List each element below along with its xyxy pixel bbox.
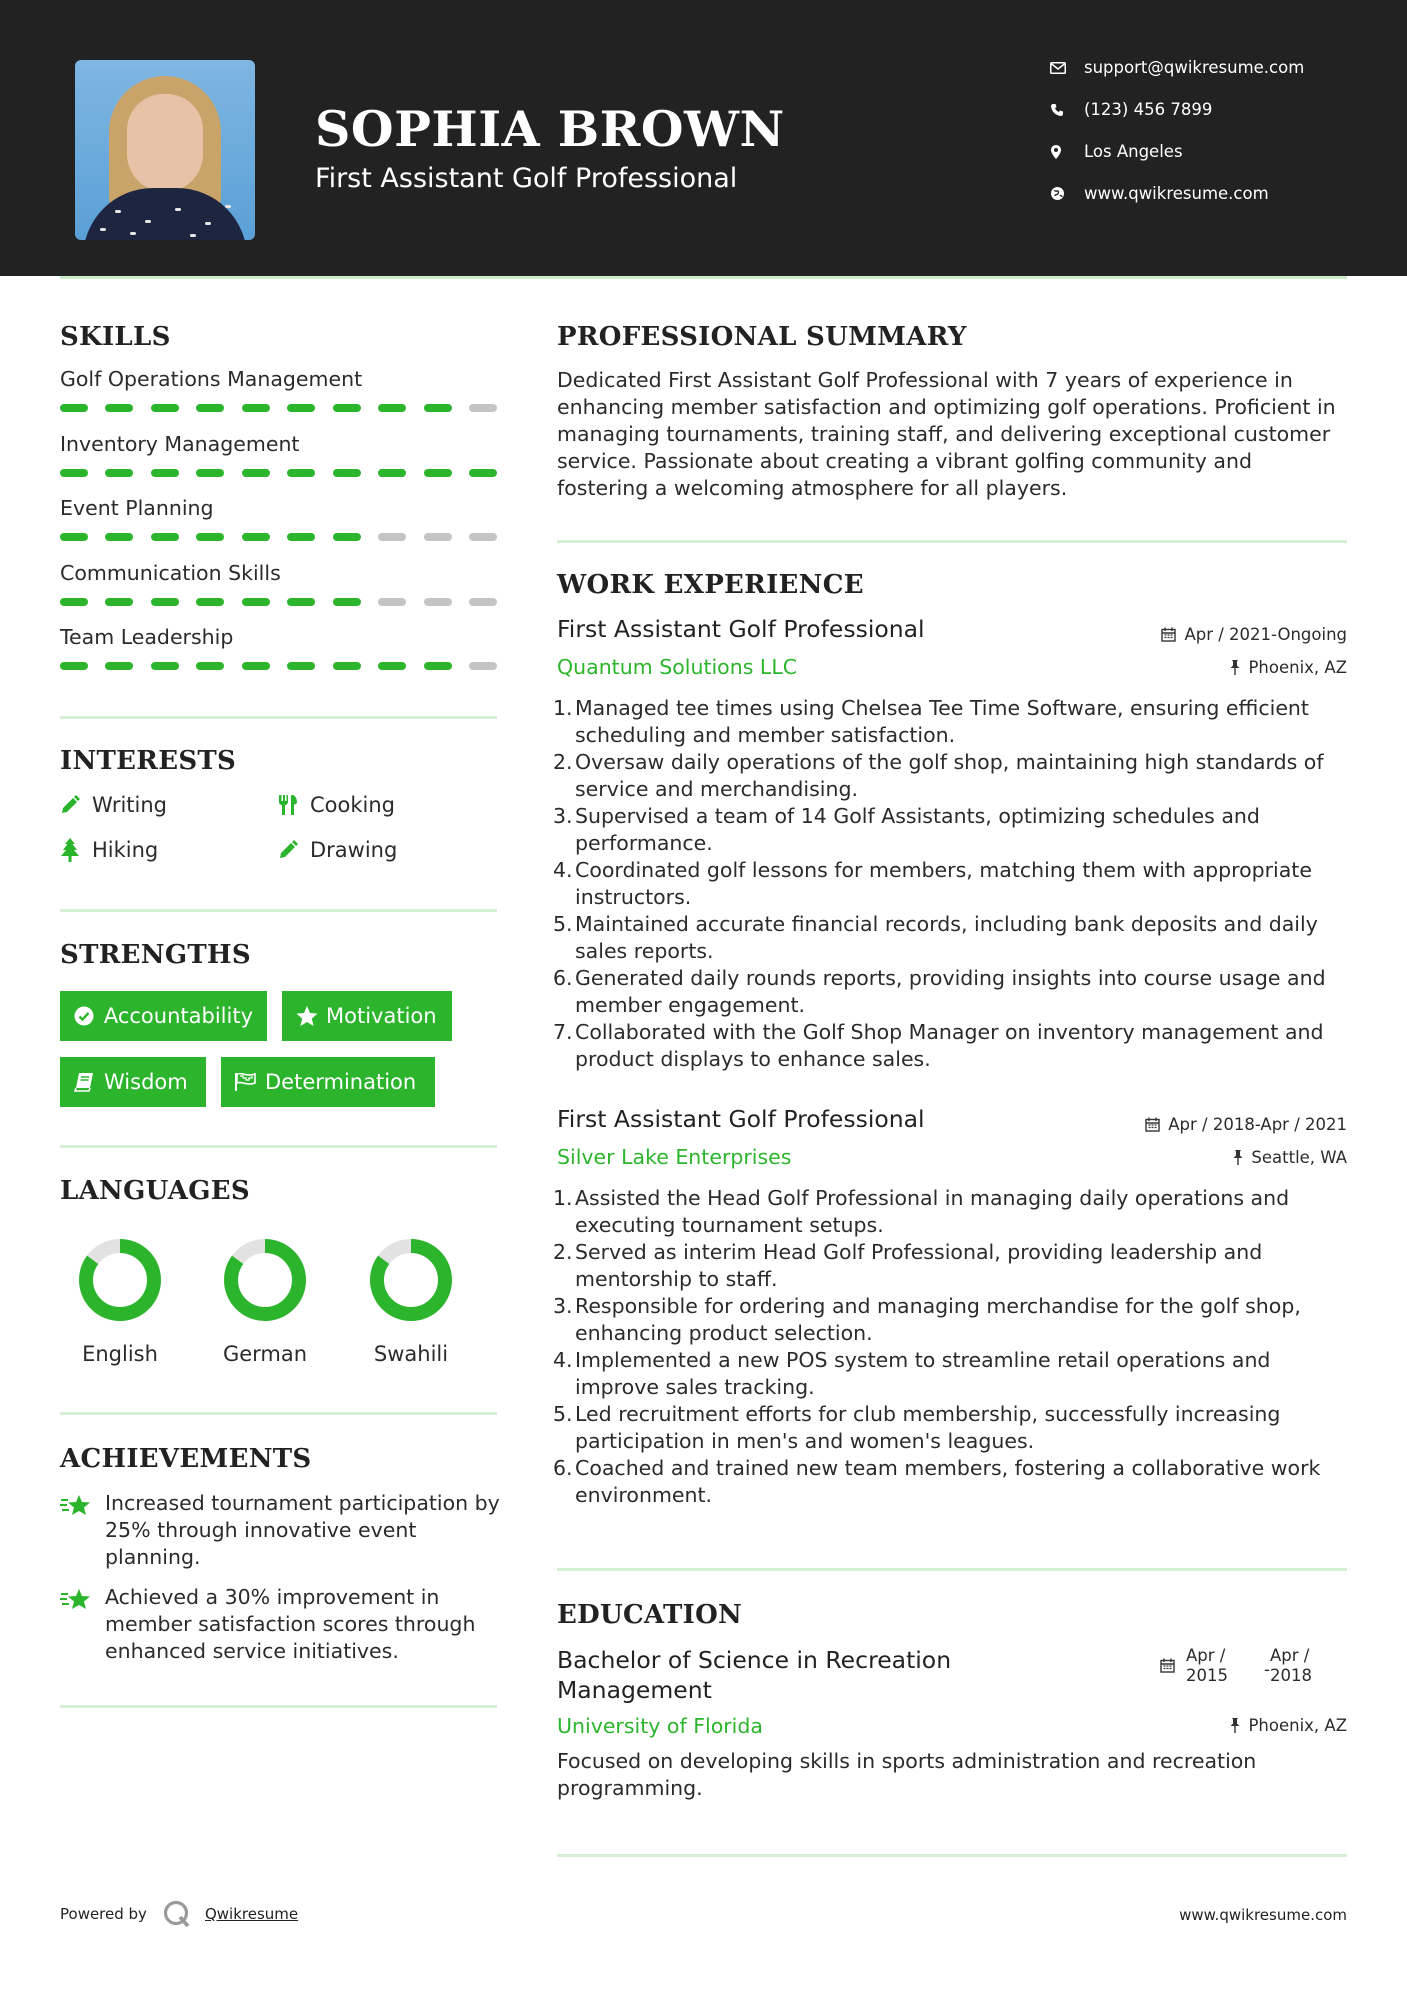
skill-rating-bar bbox=[60, 533, 497, 541]
strength-label: Accountability bbox=[103, 1004, 253, 1028]
skill-label: Inventory Management bbox=[60, 431, 300, 456]
skill-segment-filled bbox=[378, 662, 406, 670]
contact-email[interactable] bbox=[1050, 58, 1350, 77]
calendar-icon bbox=[1161, 627, 1176, 642]
contact-website-text: www.qwikresume.com bbox=[1084, 184, 1269, 203]
skill-segment-filled bbox=[105, 598, 133, 606]
contact-website[interactable] bbox=[1050, 184, 1350, 203]
skill-segment-filled bbox=[105, 533, 133, 541]
footer-website[interactable]: www.qwikresume.com bbox=[1179, 1906, 1347, 1924]
skill-segment-empty bbox=[378, 598, 406, 606]
skill-segment-filled bbox=[196, 533, 224, 541]
job-location-text: Seattle, WA bbox=[1251, 1148, 1347, 1167]
strength-label: Determination bbox=[265, 1070, 417, 1094]
skill-segment-filled bbox=[424, 469, 452, 477]
section-divider bbox=[557, 1854, 1347, 1857]
duties-list bbox=[553, 695, 1347, 1073]
skill-segment-filled bbox=[151, 598, 179, 606]
duty-item: 3. Responsible for ordering and managing merchandise for the golf shop, enhancing product selection. bbox=[553, 1294, 1301, 1345]
skill-segment-empty bbox=[469, 533, 497, 541]
job-title: First Assistant Golf Professional bbox=[557, 1105, 925, 1133]
job-dates bbox=[1161, 625, 1347, 644]
duty-item: 2. Served as interim Head Golf Professional, providing leadership and mentorship to staff. bbox=[553, 1240, 1263, 1291]
duty-item: 5. Maintained accurate financial records, including bank deposits and daily sales reports. bbox=[553, 912, 1318, 963]
award-star-icon bbox=[60, 1490, 105, 1571]
school-name: University of Florida bbox=[557, 1714, 763, 1738]
skill-segment-filled bbox=[469, 469, 497, 477]
skill-segment-filled bbox=[333, 404, 361, 412]
skill-label: Team Leadership bbox=[60, 625, 234, 649]
skill-segment-filled bbox=[242, 404, 270, 412]
interest-label: Hiking bbox=[92, 838, 159, 862]
skill-segment-filled bbox=[151, 533, 179, 541]
skill-label: Communication Skills bbox=[60, 560, 281, 585]
strength-chip-determination bbox=[221, 1057, 435, 1107]
section-divider bbox=[60, 1145, 497, 1148]
skill-segment-filled bbox=[105, 662, 133, 670]
duty-item: 4. Coordinated golf lessons for members, matching them with appropriate instructors. bbox=[553, 858, 1312, 909]
skill-label: Golf Operations Management bbox=[60, 367, 363, 391]
star-icon bbox=[296, 1006, 326, 1027]
strength-chip-wisdom bbox=[60, 1057, 206, 1107]
skill-segment-filled bbox=[424, 404, 452, 412]
achievement-text: Increased tournament participation by 25% through innovative event planning. bbox=[105, 1491, 500, 1569]
edu-end-year: 2018 bbox=[1270, 1666, 1312, 1685]
job-location bbox=[1233, 1148, 1347, 1167]
section-divider bbox=[557, 1568, 1347, 1571]
skills-heading: SKILLS bbox=[60, 322, 171, 352]
skill-segment-filled bbox=[60, 662, 88, 670]
skill-segment-filled bbox=[242, 533, 270, 541]
contact-phone-text: (123) 456 7899 bbox=[1084, 100, 1213, 119]
duty-item: 6. Coached and trained new team members, fostering a collaborative work environment. bbox=[553, 1456, 1321, 1507]
section-divider bbox=[60, 1705, 497, 1708]
skill-segment-filled bbox=[60, 533, 88, 541]
pushpin-icon bbox=[1233, 1150, 1243, 1165]
duty-item: 7. Collaborated with the Golf Shop Manager on inventory management and product displays to enhance sales. bbox=[553, 1020, 1324, 1071]
phone-icon bbox=[1050, 103, 1084, 117]
interest-label: Cooking bbox=[310, 793, 395, 817]
skill-segment-filled bbox=[242, 469, 270, 477]
header-divider bbox=[60, 276, 1347, 279]
utensils-icon bbox=[278, 794, 310, 816]
book-icon bbox=[74, 1072, 104, 1092]
tree-icon bbox=[60, 838, 92, 862]
strength-label: Wisdom bbox=[104, 1070, 188, 1094]
education-location-text: Phoenix, AZ bbox=[1248, 1716, 1347, 1735]
skill-segment-filled bbox=[287, 533, 315, 541]
footer-branding bbox=[60, 1900, 298, 1928]
pushpin-icon bbox=[1230, 660, 1240, 675]
interest-item-cooking bbox=[278, 793, 395, 817]
skill-segment-filled bbox=[196, 404, 224, 412]
strength-chip-motivation bbox=[282, 991, 452, 1041]
edu-date-dash: - bbox=[1264, 1660, 1270, 1679]
contact-phone[interactable] bbox=[1050, 100, 1350, 119]
check-circle-icon bbox=[74, 1006, 104, 1026]
interest-item-writing bbox=[60, 793, 167, 817]
interest-label: Drawing bbox=[310, 838, 398, 862]
duty-item: 6. Generated daily rounds reports, providing insights into course usage and member engagement. bbox=[553, 966, 1326, 1017]
skill-segment-filled bbox=[242, 662, 270, 670]
pencil-icon bbox=[278, 840, 310, 860]
degree-line: Bachelor of Science in Recreation bbox=[557, 1646, 952, 1674]
language-label: Swahili bbox=[373, 1342, 449, 1366]
envelope-icon bbox=[1050, 62, 1084, 74]
company-name: Silver Lake Enterprises bbox=[557, 1145, 792, 1169]
education-description: Focused on developing skills in sports administration and recreation programming. bbox=[557, 1749, 1257, 1800]
interest-label: Writing bbox=[92, 793, 167, 817]
duty-item: 4. Implemented a new POS system to streamline retail operations and improve sales tracking. bbox=[553, 1348, 1271, 1399]
skill-segment-empty bbox=[469, 404, 497, 412]
skill-segment-filled bbox=[287, 404, 315, 412]
skill-segment-filled bbox=[151, 662, 179, 670]
award-star-icon bbox=[60, 1584, 105, 1665]
skill-segment-filled bbox=[287, 469, 315, 477]
skill-segment-filled bbox=[196, 662, 224, 670]
contact-email-text: support@qwikresume.com bbox=[1084, 58, 1305, 77]
profile-photo bbox=[75, 60, 255, 240]
pencil-icon bbox=[60, 795, 92, 815]
duty-item: 3. Supervised a team of 14 Golf Assistants, optimizing schedules and performance. bbox=[553, 804, 1260, 855]
interest-item-hiking bbox=[60, 838, 158, 862]
skill-segment-filled bbox=[333, 533, 361, 541]
section-divider bbox=[60, 716, 497, 719]
skill-rating-bar bbox=[60, 598, 497, 606]
edu-start-month: Apr / bbox=[1186, 1646, 1226, 1665]
pushpin-icon bbox=[1230, 1718, 1240, 1733]
education-location bbox=[1230, 1716, 1347, 1735]
achievement-item bbox=[60, 1584, 500, 1665]
qwikresume-link[interactable]: Qwikresume bbox=[204, 1905, 299, 1923]
skill-segment-filled bbox=[242, 598, 270, 606]
achievement-item bbox=[60, 1490, 500, 1571]
language-label: German bbox=[222, 1342, 308, 1366]
education-dates bbox=[1160, 1646, 1360, 1692]
skill-segment-empty bbox=[469, 662, 497, 670]
calendar-icon bbox=[1145, 1117, 1160, 1132]
interest-item-drawing bbox=[278, 838, 397, 862]
skill-segment-filled bbox=[287, 598, 315, 606]
interests-heading: INTERESTS bbox=[60, 746, 237, 776]
skill-segment-empty bbox=[378, 533, 406, 541]
skill-segment-filled bbox=[333, 469, 361, 477]
degree-line: Management bbox=[557, 1676, 712, 1704]
skill-rating-bar bbox=[60, 404, 497, 412]
powered-by-label: Powered by bbox=[60, 1905, 147, 1923]
contact-location bbox=[1050, 142, 1350, 161]
skill-rating-bar bbox=[60, 469, 497, 477]
skill-segment-filled bbox=[333, 598, 361, 606]
skill-label: Event Planning bbox=[60, 496, 214, 520]
skill-segment-filled bbox=[60, 598, 88, 606]
globe-icon bbox=[1050, 186, 1084, 201]
edu-start-year: 2015 bbox=[1186, 1666, 1228, 1685]
degree-title bbox=[557, 1645, 951, 1705]
achievement-text: Achieved a 30% improvement in member satisfaction scores through enhanced service initiatives. bbox=[105, 1585, 476, 1663]
section-divider bbox=[60, 1412, 497, 1415]
skill-segment-filled bbox=[60, 404, 88, 412]
job-title: First Assistant Golf Professional bbox=[557, 615, 925, 643]
duty-item: 1. Assisted the Head Golf Professional in managing daily operations and executing tournament setups. bbox=[553, 1186, 1290, 1237]
languages-heading: LANGUAGES bbox=[60, 1176, 250, 1206]
candidate-title: First Assistant Golf Professional bbox=[315, 163, 738, 194]
duty-item: 2. Oversaw daily operations of the golf shop, maintaining high standards of service and merchandising. bbox=[553, 750, 1324, 801]
skill-segment-filled bbox=[196, 469, 224, 477]
skill-segment-filled bbox=[105, 469, 133, 477]
language-ring-swahili bbox=[369, 1238, 453, 1322]
skill-segment-empty bbox=[424, 533, 452, 541]
skill-segment-filled bbox=[287, 662, 315, 670]
job-dates-text: Apr / 2018-Apr / 2021 bbox=[1168, 1115, 1347, 1134]
skill-segment-filled bbox=[378, 469, 406, 477]
skill-segment-filled bbox=[424, 662, 452, 670]
duties-list bbox=[553, 1185, 1347, 1509]
job-location-text: Phoenix, AZ bbox=[1248, 658, 1347, 677]
summary-heading: PROFESSIONAL SUMMARY bbox=[557, 322, 967, 352]
language-ring-english bbox=[78, 1238, 162, 1322]
skill-segment-filled bbox=[378, 404, 406, 412]
skill-segment-filled bbox=[333, 662, 361, 670]
skill-segment-filled bbox=[151, 469, 179, 477]
section-divider bbox=[60, 909, 497, 912]
job-dates bbox=[1145, 1115, 1347, 1134]
skill-segment-filled bbox=[151, 404, 179, 412]
section-divider bbox=[557, 540, 1347, 543]
language-ring-german bbox=[223, 1238, 307, 1322]
job-location bbox=[1230, 658, 1347, 677]
resume-header bbox=[0, 0, 1407, 276]
skill-segment-filled bbox=[60, 469, 88, 477]
strengths-heading: STRENGTHS bbox=[60, 940, 251, 970]
candidate-name: SOPHIA BROWN bbox=[315, 100, 785, 158]
language-label: English bbox=[82, 1342, 158, 1366]
summary-text: Dedicated First Assistant Golf Professional with 7 years of experience in enhancing member satisfaction and optimizing golf operations. Proficient in managing tournaments, training staff, and delivering exceptional customer service. Passionate about creating a vibrant golfing community and fostering a welcoming atmosphere for all players. bbox=[557, 368, 1336, 500]
map-pin-icon bbox=[1050, 144, 1084, 160]
duty-item: 5. Led recruitment efforts for club membership, successfully increasing participation in men's and women's leagues. bbox=[553, 1402, 1281, 1453]
strength-label: Motivation bbox=[326, 1004, 437, 1028]
strength-chip-accountability bbox=[60, 991, 267, 1041]
education-heading: EDUCATION bbox=[557, 1600, 743, 1630]
contact-location-text: Los Angeles bbox=[1084, 142, 1183, 161]
skill-segment-empty bbox=[424, 598, 452, 606]
experience-heading: WORK EXPERIENCE bbox=[557, 570, 864, 600]
flag-icon bbox=[235, 1073, 265, 1091]
calendar-icon bbox=[1160, 1658, 1175, 1677]
edu-end-month: Apr / bbox=[1270, 1646, 1310, 1665]
company-name: Quantum Solutions LLC bbox=[557, 655, 798, 679]
skill-segment-empty bbox=[469, 598, 497, 606]
skill-segment-filled bbox=[105, 404, 133, 412]
skill-segment-filled bbox=[196, 598, 224, 606]
achievements-heading: ACHIEVEMENTS bbox=[60, 1444, 312, 1474]
job-dates-text: Apr / 2021-Ongoing bbox=[1184, 625, 1347, 644]
duty-item: 1. Managed tee times using Chelsea Tee Time Software, ensuring efficient scheduling and member satisfaction. bbox=[553, 696, 1309, 747]
skill-rating-bar bbox=[60, 662, 497, 670]
qwikresume-logo-icon bbox=[163, 1900, 191, 1928]
